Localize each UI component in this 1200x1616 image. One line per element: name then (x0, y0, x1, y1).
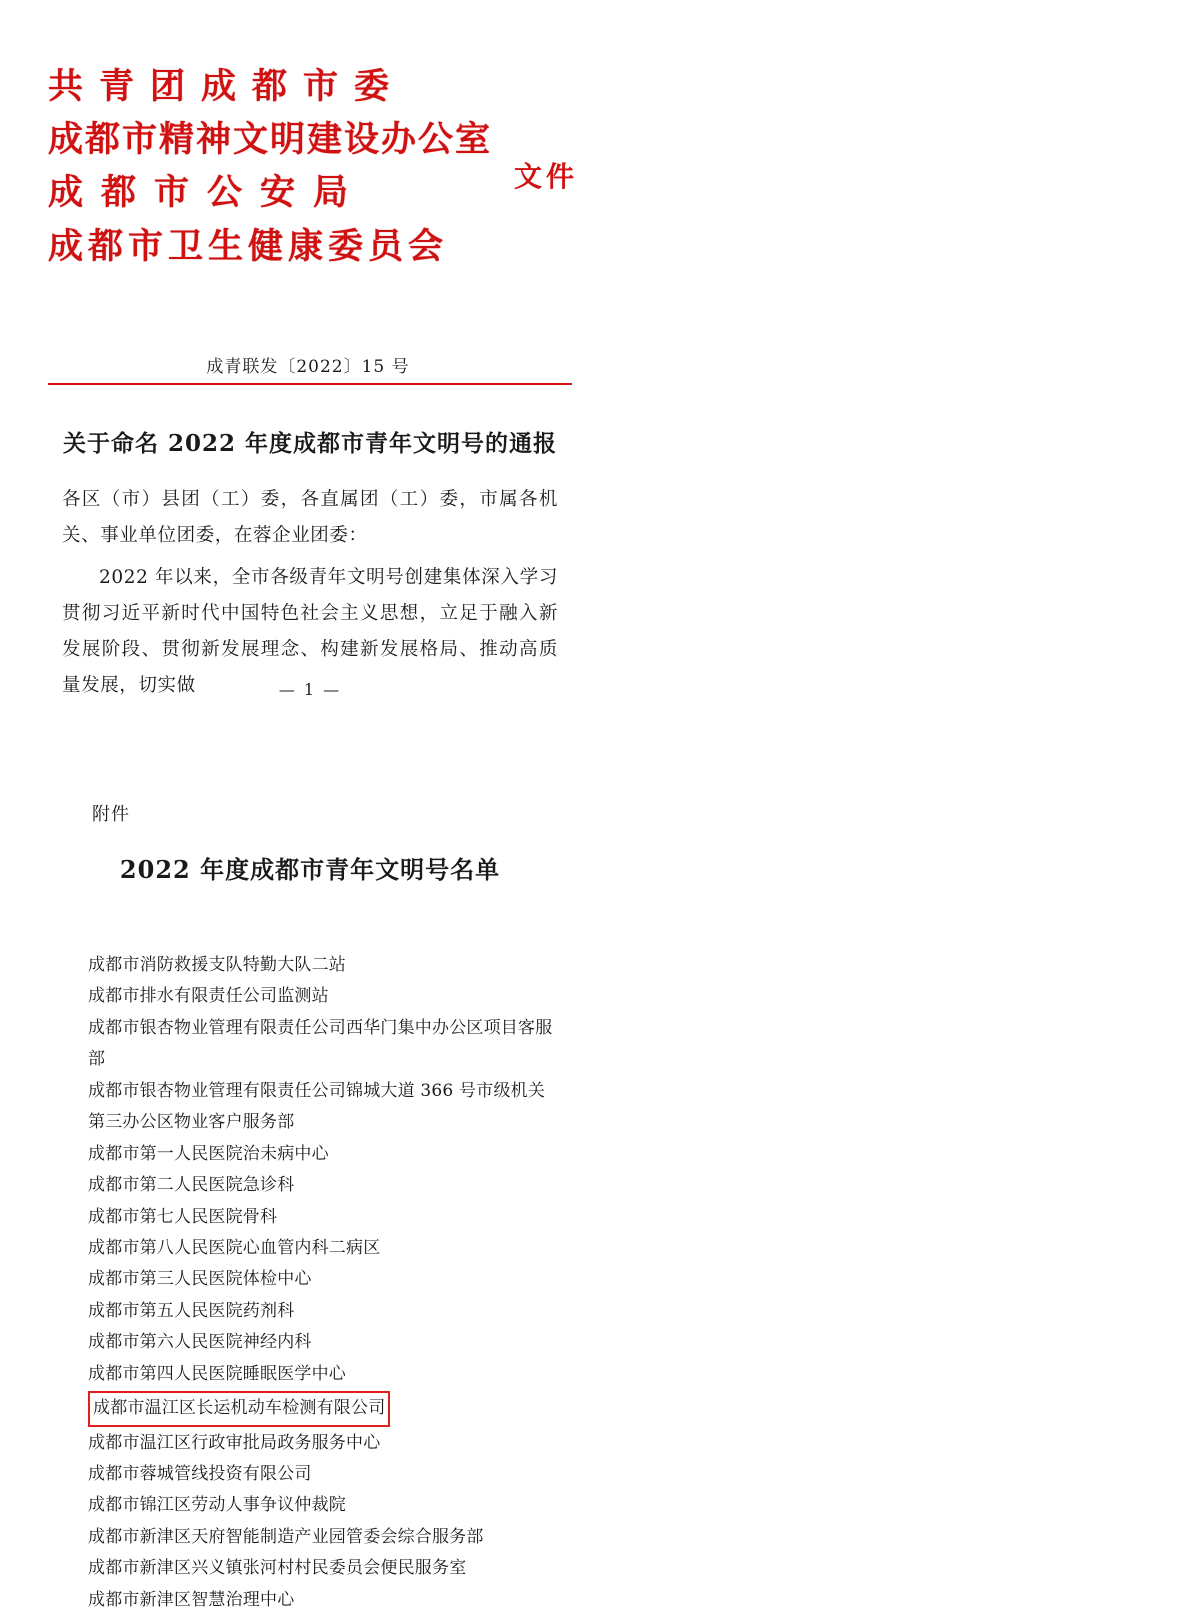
list-item (88, 1202, 558, 1233)
list-item (88, 1553, 558, 1584)
letterhead-line-2: 成都市精神文明建设办公室 (48, 119, 493, 161)
list-item (88, 1296, 558, 1327)
list-item (88, 1428, 558, 1459)
list-item-text: 成都市锦江区劳动人事争议仲裁院 (88, 1495, 346, 1516)
letterhead-wenjian: 文件 (513, 160, 578, 193)
list-item (88, 1076, 558, 1139)
list-item-text: 成都市银杏物业管理有限责任公司锦城大道 366 号市级机关第三办公区物业客户服务部 (88, 1080, 546, 1133)
list-item (88, 1264, 558, 1295)
letterhead-line-1: 共青团成都市委 (48, 66, 406, 107)
list-item (88, 950, 558, 981)
right-column (610, 0, 1200, 1600)
list-item-text: 成都市第四人民医院睡眠医学中心 (88, 1363, 346, 1384)
list-item-text: 成都市新津区天府智能制造产业园管委会综合服务部 (88, 1526, 484, 1547)
attachment-list-left (88, 950, 558, 1616)
attachment-label: 附件 (92, 804, 130, 825)
list-item-text: 成都市新津区兴义镇张河村村民委员会便民服务室 (88, 1558, 467, 1579)
recipient-paragraph: 各区（市）县团（工）委，各直属团（工）委，市属各机关、事业单位团委，在蓉企业团委： (62, 489, 558, 547)
list-item (88, 1359, 558, 1390)
page-title: 关于命名 2022 年度成都市青年文明号的通报 (62, 430, 558, 457)
list-item-text: 成都市第七人民医院骨科 (88, 1206, 278, 1227)
list-item (88, 1013, 558, 1076)
list-item-highlighted (88, 1390, 558, 1427)
list-item-text: 成都市第八人民医院心血管内科二病区 (88, 1237, 381, 1258)
list-item-text: 成都市新津区智慧治理中心 (88, 1589, 295, 1610)
letterhead-line-3: 成都市公安局 (48, 172, 367, 214)
page-number-1: — 1 — (278, 680, 342, 699)
list-item-text: 成都市温江区长运机动车检测有限公司 (88, 1391, 390, 1426)
list-item (88, 1233, 558, 1264)
list-item (88, 1585, 558, 1616)
list-item (88, 1327, 558, 1358)
list-item-text: 成都市银杏物业管理有限责任公司西华门集中办公区项目客服部 (88, 1017, 553, 1070)
list-item-text: 成都市温江区行政审批局政务服务中心 (88, 1432, 381, 1453)
list-item-text: 成都市第一人民医院治未病中心 (88, 1143, 329, 1164)
list-item (88, 1490, 558, 1521)
red-divider-rule (48, 383, 572, 385)
list-item (88, 1459, 558, 1490)
body-paragraph-1: 2022 年以来，全市各级青年文明号创建集体深入学习贯彻习近平新时代中国特色社会主义思想，立足于融入新发展阶段、贯彻新发展理念、构建新发展格局、推动高质量发展，切实做 (62, 567, 558, 697)
list-item (88, 981, 558, 1012)
attachment-title: 2022 年度成都市青年文明号名单 (119, 855, 501, 884)
list-item-text: 成都市第六人民医院神经内科 (88, 1332, 312, 1353)
list-item-text: 成都市蓉城管线投资有限公司 (88, 1464, 312, 1484)
document-number: 成青联发〔2022〕15 号 (206, 357, 410, 377)
list-item (88, 1170, 558, 1201)
list-item-text: 成都市第五人民医院药剂科 (88, 1300, 295, 1321)
letterhead-line-4: 成都市卫生健康委员会 (48, 225, 449, 267)
list-item-text: 成都市第三人民医院体检中心 (88, 1269, 312, 1290)
list-item (88, 1139, 558, 1170)
letterhead (48, 60, 578, 273)
list-item-text: 成都市排水有限责任公司监测站 (88, 986, 329, 1007)
list-item (88, 1522, 558, 1553)
list-item-text: 成都市第二人民医院急诊科 (88, 1175, 295, 1196)
list-item-text: 成都市消防救援支队特勤大队二站 (88, 955, 346, 975)
